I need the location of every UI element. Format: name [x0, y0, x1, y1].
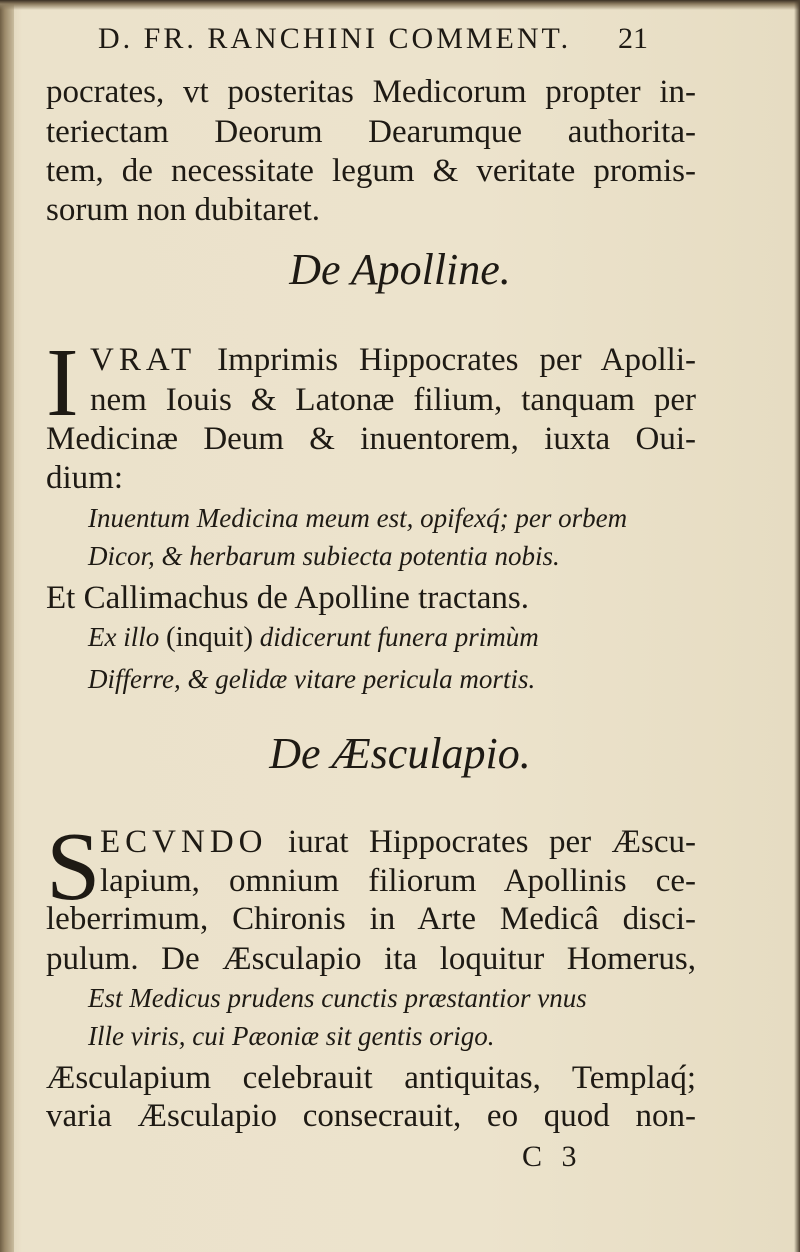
- opening-word: VRAT: [90, 342, 197, 378]
- text-line: pulum. De Æsculapio ita loquitur Homerus,: [46, 941, 696, 977]
- text-line: [90, 340, 696, 380]
- text-line-rest: Imprimis Hippocrates per Apolli-: [217, 342, 697, 378]
- text-line: sorum non dubitaret.: [46, 192, 321, 228]
- signature-mark: C 3: [522, 1140, 583, 1173]
- text-line: Et Callimachus de Apolline tractans.: [46, 580, 529, 616]
- binding-gutter: [0, 0, 14, 1252]
- text-line: Medicinæ Deum & inuentorem, iuxta Oui-: [46, 421, 696, 457]
- drop-capital-s: S: [46, 813, 101, 921]
- text-line: dium:: [46, 460, 124, 496]
- text-line: nem Iouis & Latonæ filium, tanquam per: [90, 382, 696, 418]
- verse-line: Est Medicus prudens cunctis præstantior vnus: [88, 983, 587, 1013]
- text-line: varia Æsculapio consecrauit, eo quod non-: [46, 1098, 696, 1134]
- text-line: leberrimum, Chironis in Arte Medicâ disci-: [46, 901, 696, 937]
- verse-line: Differre, & gelidæ vitare pericula mortis.: [88, 664, 536, 694]
- text-line: pocrates, vt posteritas Medicorum propter in-: [46, 74, 696, 110]
- text-line: teriectam Deorum Dearumque authorita-: [46, 114, 696, 150]
- section-heading-aesculapio: De Æsculapio.: [269, 729, 531, 778]
- folio-number: 21: [618, 22, 648, 55]
- verse-line: Inuentum Medicina meum est, opifexq́; per orbem: [88, 503, 628, 533]
- text-line: Æsculapium celebrauit antiquitas, Templaq́;: [46, 1060, 696, 1096]
- text-line: tem, de necessitate legum & veritate promis-: [46, 153, 696, 189]
- verse-inquit: (inquit): [165, 621, 253, 653]
- opening-word: ECVNDO: [100, 824, 268, 860]
- verse-line: Ille viris, cui Pæoniæ sit gentis origo.: [88, 1021, 495, 1051]
- running-head: D. FR. RANCHINI COMMENT.: [98, 22, 572, 55]
- right-edge-shadow: [794, 0, 800, 1252]
- text-line: [100, 822, 696, 862]
- verse-line: [88, 619, 539, 655]
- drop-capital-i: I: [46, 329, 79, 437]
- verse-fragment: Ex illo: [88, 622, 160, 652]
- verse-fragment: didicerunt funera primùm: [259, 622, 539, 652]
- section-heading-apolline: De Apolline.: [289, 245, 511, 294]
- top-edge-shadow: [0, 0, 800, 10]
- text-line-rest: iurat Hippocrates per Æscu-: [288, 824, 696, 860]
- text-line: lapium, omnium filiorum Apollinis ce-: [100, 863, 696, 899]
- verse-line: Dicor, & herbarum subiecta potentia nobis.: [88, 541, 560, 571]
